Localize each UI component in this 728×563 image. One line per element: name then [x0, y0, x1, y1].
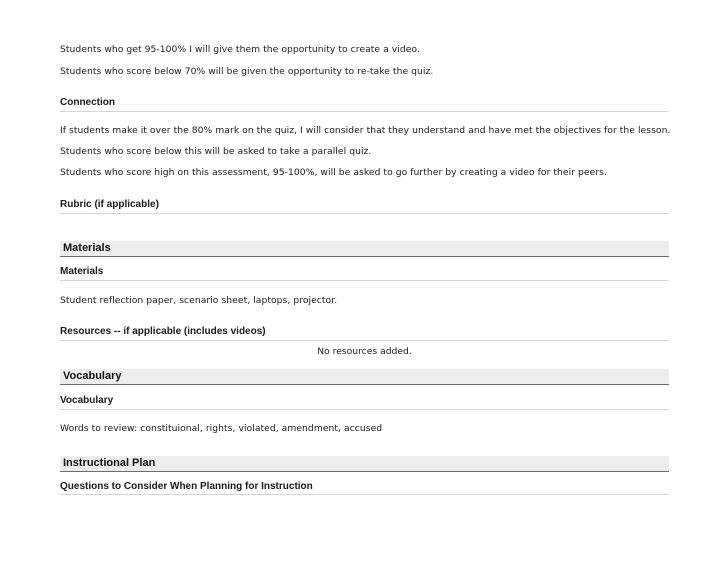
- assessment-line-2: Students who score below 70% will be given the opportunity to re-take the quiz.: [60, 66, 434, 77]
- resources-heading: Resources -- if applicable (includes videos): [60, 326, 266, 337]
- vocabulary-text: Words to review: constituional, rights, violated, amendment, accused: [60, 423, 383, 434]
- rubric-heading: Rubric (if applicable): [60, 199, 159, 210]
- divider: [60, 340, 669, 341]
- materials-text: Student reflection paper, scenario sheet, laptops, projector.: [60, 295, 338, 306]
- vocabulary-heading: Vocabulary: [60, 395, 114, 406]
- materials-heading: Materials: [60, 266, 104, 277]
- divider: [60, 111, 669, 112]
- assessment-line-1: Students who get 95-100% I will give them the opportunity to create a video.: [60, 44, 420, 55]
- divider: [60, 280, 669, 281]
- instructional-plan-section-title: Instructional Plan: [63, 457, 156, 469]
- divider: [60, 213, 669, 214]
- materials-section-title: Materials: [63, 242, 111, 254]
- connection-line-2: Students who score below this will be asked to take a parallel quiz.: [60, 146, 372, 157]
- divider: [60, 409, 669, 410]
- vocabulary-section-header: [60, 369, 669, 385]
- materials-section-header: [60, 241, 669, 257]
- connection-heading: Connection: [60, 97, 115, 108]
- divider: [60, 494, 669, 495]
- vocabulary-section-title: Vocabulary: [63, 370, 122, 382]
- no-resources-text: No resources added.: [317, 346, 412, 357]
- instructional-plan-section-header: [60, 456, 669, 472]
- connection-line-1: If students make it over the 80% mark on the quiz, I will consider that they understand and have met the objectives for the lesson.: [60, 125, 671, 136]
- planning-questions-heading: Questions to Consider When Planning for Instruction: [60, 481, 313, 492]
- connection-line-3: Students who score high on this assessment, 95-100%, will be asked to go further by creating a video for their peers.: [60, 167, 607, 178]
